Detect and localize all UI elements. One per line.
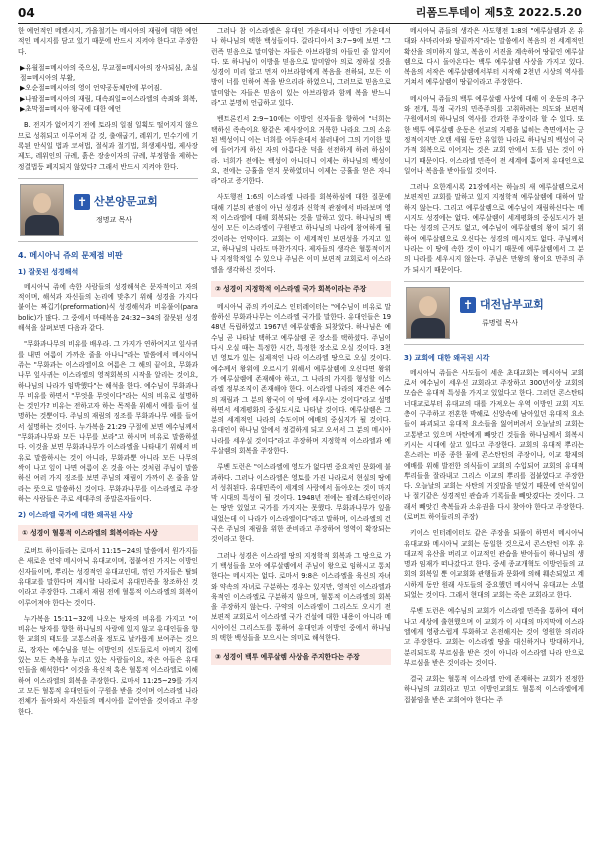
list-item: ▶오순절=메시아의 영이 언약공동체안에 부어짐. (20, 84, 162, 93)
paragraph: 루벤 도런은 "이스라엘에 영도가 없다면 중요적인 문화에 불과하다. 그러나 이스라엘은 영토를 가진 나라로서 현실의 땅에서 성취된다. 유대민족이 세계의 사랑에서 돌아오는 것이 마지막 시대의 특성이 될 것이다. 1948년 전에는 팔레스타인이라는 땅만 있었고 국가를 가지지는 못했다. 무화과나무가 잎을 내었는데 이 나라가 이스라엘이다"라고 말하며, 이스라엘의 건국은 주님의 재림을 위한 준비라고 주장하여 영역이 확장되는 것이라고 한다. (211, 463, 391, 544)
church-name: 산본양문교회 (94, 195, 158, 209)
highlight-box: ① 성경이 혈통적 이스라엘의 회복이라는 사상 (18, 525, 198, 541)
feast-list (18, 63, 198, 114)
pastor-photo (20, 184, 64, 236)
paragraph: 그러나 성경은 이스라엘 땅의 지정학적 회복과 그 땅으로 가기 백성들을 모아 예루살렘에서 주님이 왕으로 임하시고 통치한다는 메시지는 없다. 로마서 9:8은 이스라엘을 육신의 자녀와 약속의 자녀로 구분하는 경우는 있지만, 영적인 이스라엘과 육적인 이스라엘로 구분하지 않으며, 혈통적 이스라엘의 회복을 주장하지 않는다. 구약의 이스라엘이 그리스도 오시기 전 보편적 교회로서 이스라엘 국가 건설에 대한 내용이 아니라 메시아이신 그리스도를 통하여 유대인과 이방인 중에서 하나님의 택한 백성들을 모으시는 의미로 해석한다. (211, 551, 391, 643)
paragraph: 사도행전 1:6의 이스라엘 나라를 회복하심에 대한 질문에 대해 기분의 관점이 아닌 성경과 신학적 관점에서 바라보며 영적 이스라엘에 대해 회복되는 것을 말하고 있다. 하나님의 백성이 모든 이스라엘이 구원받고 하나님의 나라에 참여하게 될 것이라는 언약이다. 교회는 이 세계적인 보편성을 가지고 있고, 하나님의 나라도 마찬가지다. 제자들의 생각은 혈통적이거나 지정학적일 수 있으나 주님은 이미 보편적 교회로서 이스라엘을 생각하신 것이다. (211, 193, 391, 274)
paragraph: 그러나 요한계시록 21장에서는 하늘의 새 예루살렘으로서 보편적인 교회를 말하고 있지 지정학적 예루살렘에 대하여 말하지 않는다. 그리고 예루살렘으로 예수님이 재림하신다는 메시지도 성경에는 없다. 예루살렘이 세계평화의 중심도시가 된다는 성경의 근거도 없고, 예수님이 예루살렘의 왕이 되기 위하여 예루살렘으로 오신다는 성경의 메시지도 없다. 주님께서 나라는 이 땅에 속한 것이 아니기 때문에 예루살렘에서 그 분의 나라를 세우시지 않는다. 주님은 만왕의 왕이요 만주의 주가 되시기 때문이다. (404, 183, 584, 274)
paragraph: 메시아닉 쥬들은 사도들이 세운 초대교회는 메시아닉 교회로서 예수님이 세우신 교회라고 주장하고 300년이상 교회의 모습은 유대적 특성을 가지고 있었다고 한다. 그러던 콘스탄티너대교로부터 유대교의 대를 가져오는 우역 이방인 교회 지도층이 구주하고 전혼한 박해로 신앙속에 남아있던 유대적 요소들이 파괴되고 유대적 요소들을 잃어버려서 오늘날의 교회는 고통받고 있으며 사탄에게 빼앗긴 것들을 하나님께서 회복시키시는 시대에 살고 있다고 주장한다. 교회의 유대적 뿌리는 흔스러는 비종 종한 물에 콘스탄틴의 주장이나, 이교 황제의 예배를 위해 발전한 의식들이 교회의 수입되어 교회의 유대적 뿌리들을 잘라내고 그리스 이교의 뿌리를 접붙였다고 주장한다. 오늘날의 교회는 사탄의 거짓말을 믿었기 때문에 안식일이나 절기같은 성경적인 관습과 기록들을 빼앗겼다는 것이다. 그래서 빼앗긴 축복들과 소유권을 다시 찾아야 한다고 주장한다.(로버트 하이들리의 주장) (404, 368, 584, 521)
pastor-photo (406, 287, 450, 339)
paragraph: 로버트 하이들라는 로마서 11:15~24의 말씀에서 원가지들은 새로운 언약 메시아닉 유대교이며, 접붙여진 가지는 이방인 신자들이며, 뿌리는 성경적인 유대교인데, 꺾인 가지들은 탈퇴 유대교를 말한다며 계시할 나라로서 유대민족을 창조하신 것이라고 주장한다. 그래서 재림 전에 혈통적 이스라엘의 회복이 이루어져야 한다는 것이다. (18, 547, 198, 607)
column-right (404, 26, 584, 862)
church-name: 대전남부교회 (480, 298, 544, 312)
highlight-box: ② 성경이 지정학적 이스라엘 국가 회복이라는 주장 (211, 281, 391, 297)
page-number: 04 (18, 6, 35, 20)
cross-icon: ✝ (74, 194, 90, 210)
paragraph: 벤트론킨서 2:9~10에는 이방인 신자들을 향하여 "너희는 택하신 족속이요 왕같은 제사장이요 거룩한 나라요 그의 소유된 백성이니 이는 너희를 어두운데서 불러내어 그의 기이한 빛에 들어가게 하신 자의 아름다운 덕을 선전하게 하려 하심이라. 너희가 전에는 백성이 아니더니 이제는 하나님의 백성이요, 전에는 긍휼을 얻지 못하였더니 이제는 긍휼을 얻은 자니라"라고 증거한다. (211, 115, 391, 186)
paragraph: 메시아닉 쥬들의 생각은 사도행전 1:8의 "예루살렘과 온 유대와 사마리아와 땅끝까지"라는 말씀에서 복음의 전 세계적인 확산을 의미하지 않고, 복음이 서진을 계속하여 땅끝인 예루살렘으로 다시 돌아온다는 백투 예루살렘 사상을 가지고 있다. 복음의 서작은 예루살렘에서부터 시작해 2천년 시상의 역사를 거쳐서 예루살렘이 땅끝이라고 주장한다. (404, 27, 584, 87)
column-middle (211, 26, 391, 862)
sub-heading: 1) 잘못된 성경해석 (18, 267, 79, 276)
paragraph: 루벤 도런은 예수님의 교회가 이스라엘 민족을 통하여 태어나고 세상에 출현했으며 이 교회가 이 시대의 마지막에 이스라엘에게 영광스럽게 투화하고 온전해지는 것이 영원한 의리라고 주장한다. 교회는 이스라엘 땅을 대신하거나 방대하거나, 분리되도록 부르심을 받은 것이 아니라 이스라엘 나라 안으로 부르심을 받은 것이라는 것이다. (404, 607, 584, 667)
paragraph: 메시아닉 쥬의 카이로스 인터레이터는 "예수님이 비유로 말씀하신 무화과나무는 이스라엘 국가를 말한다. 유대인들은 1948년 독립하였고 1967년 예루살렘을 되찾았다. 하나님은 예수님 곧 나타날 택하고 예루살렘 곧 장소를 택하셨다. 주님이 다시 오실 때는 특정한 시간, 특정한 장소로 오실 것이다. 3천년 영토가 있는 실제적인 나라 이스라엘 땅으로 오실 것이다. 예수께서 왕위에 오르시기 위해서 예루살렘에 오신다면 왕위가 예루살렘에 존재해야 하고, 그 나라의 가지를 형성할 이스라엘 정부조직이 존재해야 한다. 이스라엘 나라의 재건은 예수의 재림과 그 분의 왕국이 이 땅에 세우시는 것이다"라고 설명하면서 세계평화의 중심도시로 나타날 것이다. 예루살렘은 그분의 세계적인 나라의 수도이며 예배의 중심지가 될 것이다. 유대인이 하나님 앞에서 정결하게 되고 오셔서 그 분의 메시아 나라를 세우실 것이다"라고 주장하며 지정학적 이스라엘과 예루살렘의 회복을 주장한다. (211, 302, 391, 455)
sub-heading: 2) 이스라엘 국가에 대한 왜곡된 사상 (18, 511, 133, 520)
pastor-name: 류명렬 목사 (482, 319, 519, 328)
paragraph: 결국 교회는 혈통적 이스라엘 안에 존재하는 교회가 진정한 하나님의 교회라고 믿고 이방인교회도 혈통적 이스라엘에게 접붙임을 받은 교회여야 한다는 주 (404, 675, 584, 704)
list-item: ▶나팔절=메시아의 재림, 대속죄일=이스라엘의 속죄와 회복, (20, 94, 198, 103)
church-banner (18, 178, 198, 242)
paragraph: 메시아닉 쥬들의 백투 예루살렘 사상에 대해 이 운동의 추구와 전개, 특정 국가의 민족주의를 고취하려는 의도와 보편적 구원에서의 하나님의 역사를 간과한 주장이라 할 수 있다. 또한 백투 예루살렘 운동은 선교의 지평을 넓히는 측면에서는 긍정적이지만 오랜 세월 동안 유일한 나라로 하나님의 백성이 국가적 회복으로 이어지는 것은 교회 안에서 도를 넘는 것이 아니기 때문이다. 이스라엘 민족이 전 세계에 흩어져 유대인으로 일어나 복음을 받아들일 것이다. (404, 94, 584, 175)
pastor-name: 정명교 목사 (96, 216, 133, 225)
cross-icon: ✝ (460, 297, 476, 313)
publication-info: 리폼드투데이 제5호 2022.5.20 (415, 6, 582, 19)
paragraph: B. 전지가 없어지기 전에 토라의 일점 일획도 떨어지지 않으므로 성취되고 이루어져 갈 것, 출애굽기, 레위기, 민수기에 기록된 안식일 법과 코셔법, 절식과 절기법, 희생제사법, 제사장 제도, 레위인의 규례, 흙은 장송이자의 규례, 부정함을 제하는 정결법등 폐지되지 않았다? 그래서 반드시 지켜야 한다. (18, 121, 198, 171)
section-heading: 4. 메시아닉 쥬의 문제점 비판 (18, 250, 123, 260)
page-header (18, 4, 582, 24)
paragraph: 메시아닉 쥬에 속한 사람들의 성경해석은 문자적이고 자의적이며, 해석과 자신들의 논리에 맞추기 위해 성경을 가지다 붙이는 짜깁기(preformation)식 성경해석과 비유풀이(parabolic)가 많다. 그 중에서 마태복음 24:32~34의 잘못된 성경해석을 살펴보면 다음과 같다. (18, 282, 198, 333)
church-banner (404, 281, 584, 345)
sub-heading: 3) 교회에 대한 왜곡된 시각 (404, 353, 490, 362)
highlight-box: ③ 성경이 백투 예루살렘 사상을 주지한다는 주장 (211, 649, 391, 665)
paragraph: 그러나 참 이스라엘은 유대인 가운데서나 이방인 가운데서나 하나님의 택한 백성들이다. 갈라디아서 3:7~9에 보면 "그런즉 믿음으로 말미암는 자들은 아브라함의 아들인 줄 알지어다. 또 하나님이 이방을 믿음으로 말미암아 의로 정하실 것을 성경이 미리 알고 먼저 아브라함에게 복음을 전하되, 모든 이방이 너를 인하여 복을 받으리라 하였으니, 그러므로 믿음으로 말미암는 자들은 믿음이 있는 아브라함과 함께 복을 받느니라"고 분명히 언급하고 있다. (211, 27, 391, 108)
paragraph: 키이스 인터레이터도 같은 주장을 되풀이 하면서 메시아닉 유대교와 메시아닉 교회는 동일한 것으로서 콘스탄틴 이후 유대교적 유산을 버리고 이교적인 관습을 받아들이 하나님의 생명과 임재가 떠나갔다고 한다. 중세 종교개혁도 이방인들의 교회의 회복일 뿐 이교회화 관행들과 문화에 의해 훼손되었고 계시하게 동안 원래 사도들의 중요했던 메시아닉 유대교는 소멸되었는 것이다. 그래서 현대의 교회는 죽은 교회라고 한다. (404, 529, 584, 600)
list-item: ▶유월절=메시아의 죽으심, 무교절=메시아의 장사되심, 초실절=메시아의 부활, (20, 63, 198, 83)
intro-paragraph: 한 예언적인 메켄시지, 가을철기는 메시아의 재림에 대한 예언적인 메시지를 담고 있기 때문에 반드시 지켜야 한다고 주장한다. (18, 27, 198, 56)
paragraph: 누가복음 15:11~32에 나오는 탕자의 비유를 가지고 "이 비유는 탕자를 향한 하나님의 사랑에 있지 않고 유대인들을 향한 교회의 태도를 고통스러울 정도로 날카롭게 보여주는 것으로, 장자는 예수님을 믿는 이방인의 신도들로서 아버지 집에 있는 모든 축복을 누리고 있는 사람들이요, 작은 아들은 유대인들을 해석한다" 이것을 육신적 혹은 혈통적 이스라엘로 이해하여 이스라엘의 회복을 주장한다. 로마서 11:25~29를 가지고 모든 혈통적 유대인들이 구원을 받을 것이며 이스라엘 나라 전체가 돌아와서 자신들의 메시아를 끌어안을 것이라고 주장한다. (18, 614, 198, 716)
list-item: ▶초막절=메시아 왕국에 대한 예언 (20, 105, 122, 114)
paragraph: "무화과나무의 비유를 배우라. 그 가지가 연하여지고 잎사귀를 내면 여름이 가까운 줄을 아나니"라는 말씀에서 메시아닉 쥬는 "무화과는 이스라엘이요 여름은 그 해의 끝이요, 무화과나무 잎사귀는 이스라엘의 영적회복의 시작을 알리는 것이요, 하나님의 나라가 임박했다"는 해석을 한다. 예수님이 무화과나무 비유를 하면서 "무엇을 무엇이다"라는 식의 비유로 설명하는 것인가? 비유는 전하고자 하는 목적을 위해서 예를 들어 설명하는 것뿐이다. 주님의 재림의 징조를 무화과나무 예를 들어서 설명하는 것이다. 누가복음 21:29 구절에 보면 예수님께서 "무화과나무와 모든 나무를 보라"고 하시며 비유로 말씀하셨다. 이것을 보면 무화과나무가 이스라엘을 나타내기 위해서 비유로 말씀하시는 것이 아니라, 무화과뿐 아니라 모든 나무의 싹이 나고 잎이 나면 여름이 온 것을 아는 것처럼 주님이 말씀하신 여러 가지 징조를 보면 주님의 재림이 가까이 온 줄을 알라는 뜻으로 말씀하신 것이다. 무화과나무를 이스라엘로 주장하는 사람들은 주로 세대주의 종말론자들이다. (18, 340, 198, 503)
column-left (18, 26, 198, 862)
